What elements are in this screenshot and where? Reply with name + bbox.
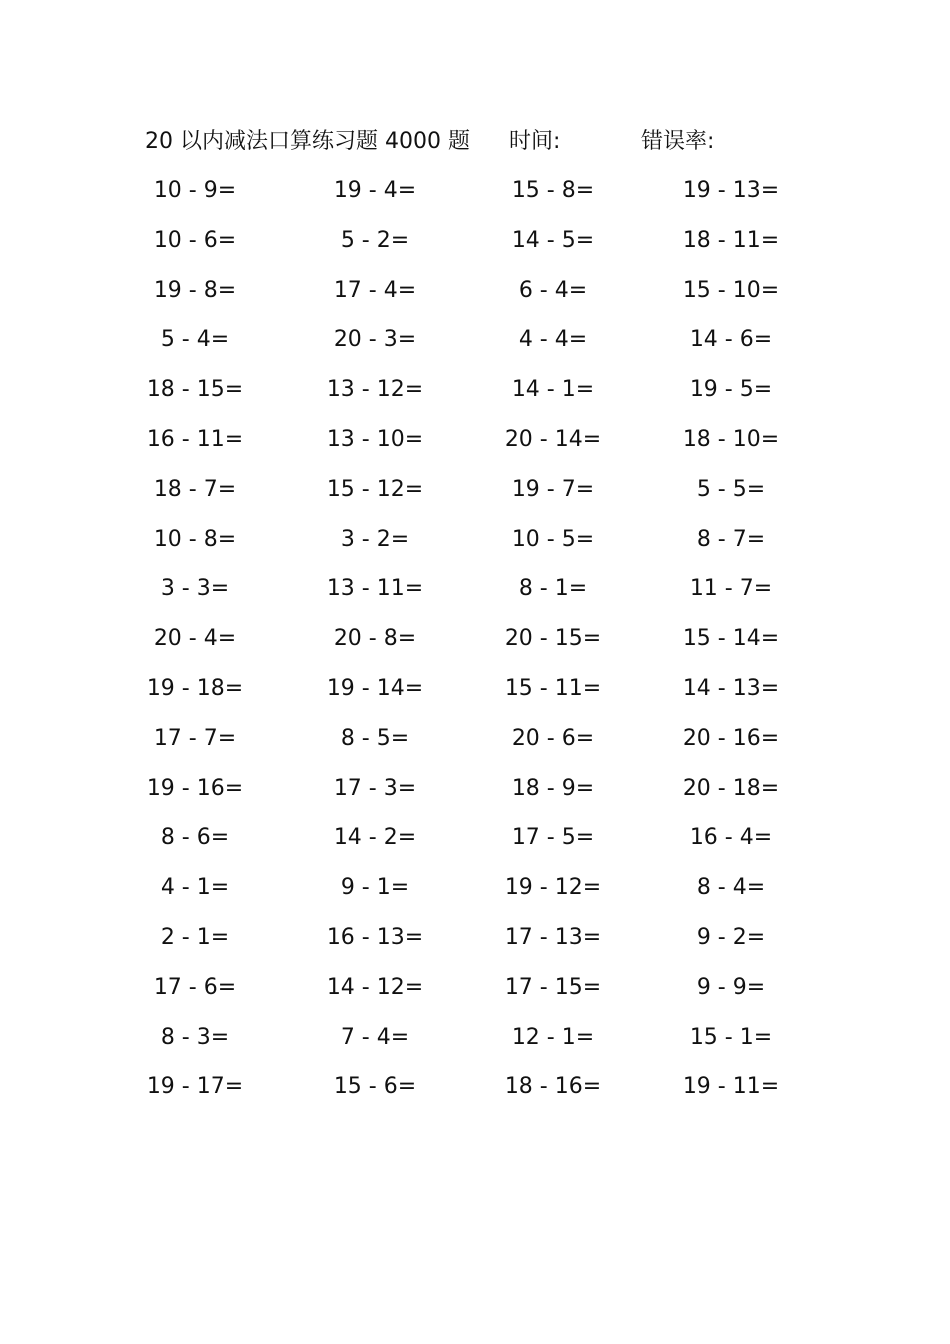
- math-problem: 8 - 6=: [160, 825, 230, 851]
- math-problem: 14 - 6=: [689, 327, 773, 353]
- math-problem: 20 - 15=: [504, 626, 602, 652]
- math-problem: 17 - 3=: [333, 775, 417, 801]
- math-problem: 18 - 10=: [682, 426, 780, 452]
- problem-row: [140, 322, 820, 372]
- math-problem: 9 - 2=: [696, 924, 766, 950]
- math-problem: 13 - 11=: [326, 576, 424, 602]
- problem-row: [140, 920, 820, 970]
- problem-row: [140, 472, 820, 522]
- math-problem: 10 - 5=: [511, 526, 595, 552]
- math-problem: 15 - 14=: [682, 626, 780, 652]
- math-problem: 15 - 8=: [511, 178, 595, 203]
- math-problem: 17 - 15=: [504, 974, 602, 1000]
- problem-row: [140, 621, 820, 671]
- math-problem: 11 - 7=: [689, 576, 773, 602]
- math-problem: 19 - 17=: [146, 1074, 244, 1100]
- problem-row: [140, 721, 820, 771]
- math-problem: 15 - 11=: [504, 675, 602, 701]
- math-problem: 14 - 12=: [326, 974, 424, 1000]
- problem-row: [140, 820, 820, 870]
- math-problem: 19 - 14=: [326, 675, 424, 701]
- math-problem: 10 - 8=: [153, 526, 237, 552]
- math-problem: 17 - 4=: [333, 277, 417, 303]
- math-problem: 17 - 5=: [511, 825, 595, 851]
- math-problem: 20 - 16=: [682, 725, 780, 751]
- math-problem: 17 - 13=: [504, 924, 602, 950]
- problem-row: [140, 771, 820, 821]
- math-problem: 9 - 9=: [696, 974, 766, 1000]
- math-problem: 13 - 12=: [326, 377, 424, 403]
- math-problem: 19 - 13=: [682, 178, 780, 203]
- math-problem: 19 - 8=: [153, 277, 237, 303]
- math-problem: 5 - 5=: [696, 476, 766, 502]
- worksheet-title: 20 以内减法口算练习题 4000 题: [145, 129, 470, 154]
- math-problem: 14 - 1=: [511, 377, 595, 403]
- math-problem: 8 - 7=: [696, 526, 766, 552]
- math-problem: 14 - 5=: [511, 227, 595, 253]
- problem-row: [140, 1069, 820, 1119]
- math-problem: 15 - 12=: [326, 476, 424, 502]
- math-problem: 20 - 6=: [511, 725, 595, 751]
- math-problem: 18 - 11=: [682, 227, 780, 253]
- math-problem: 12 - 1=: [511, 1024, 595, 1050]
- math-problem: 18 - 7=: [153, 476, 237, 502]
- math-problem: 18 - 16=: [504, 1074, 602, 1100]
- time-label: 时间:: [509, 129, 561, 154]
- math-problem: 10 - 9=: [153, 178, 237, 203]
- math-problem: 16 - 4=: [689, 825, 773, 851]
- math-problem: 8 - 5=: [340, 725, 410, 751]
- math-problem: 20 - 14=: [504, 426, 602, 452]
- math-problem: 20 - 3=: [333, 327, 417, 353]
- math-problem: 13 - 10=: [326, 426, 424, 452]
- math-problem: 10 - 6=: [153, 227, 237, 253]
- math-problem: 4 - 1=: [160, 875, 230, 901]
- problem-row: [140, 273, 820, 323]
- math-problem: 8 - 3=: [160, 1024, 230, 1050]
- math-problem: 19 - 7=: [511, 476, 595, 502]
- problem-row: [140, 571, 820, 621]
- math-problem: 7 - 4=: [340, 1024, 410, 1050]
- math-problem: 19 - 16=: [146, 775, 244, 801]
- math-problem: 19 - 18=: [146, 675, 244, 701]
- math-problem: 17 - 7=: [153, 725, 237, 751]
- math-problem: 8 - 4=: [696, 875, 766, 901]
- math-problem: 17 - 6=: [153, 974, 237, 1000]
- math-problem: 5 - 2=: [340, 227, 410, 253]
- math-problem: 2 - 1=: [160, 924, 230, 950]
- math-problem: 6 - 4=: [518, 277, 588, 303]
- math-problem: 15 - 1=: [689, 1024, 773, 1050]
- math-problem: 16 - 11=: [146, 426, 244, 452]
- problem-row: [140, 671, 820, 721]
- math-problem: 3 - 2=: [340, 526, 410, 552]
- math-problem: 4 - 4=: [518, 327, 588, 353]
- math-problem: 19 - 12=: [504, 875, 602, 901]
- math-problem: 18 - 15=: [146, 377, 244, 403]
- math-problem: 16 - 13=: [326, 924, 424, 950]
- math-problem: 15 - 6=: [333, 1074, 417, 1100]
- problem-row: [140, 970, 820, 1020]
- math-problem: 14 - 2=: [333, 825, 417, 851]
- math-problem: 9 - 1=: [340, 875, 410, 901]
- problem-row: [140, 372, 820, 422]
- problem-row: [140, 870, 820, 920]
- math-problem: 8 - 1=: [518, 576, 588, 602]
- math-problem: 15 - 10=: [682, 277, 780, 303]
- problem-row: [140, 422, 820, 472]
- math-problem: 19 - 4=: [333, 178, 417, 203]
- problem-row: [140, 223, 820, 273]
- math-problem: 3 - 3=: [160, 576, 230, 602]
- math-problem: 20 - 4=: [153, 626, 237, 652]
- math-problem: 19 - 11=: [682, 1074, 780, 1100]
- problem-row: [140, 522, 820, 572]
- problem-row: [140, 173, 820, 223]
- math-problem: 18 - 9=: [511, 775, 595, 801]
- math-problem: 19 - 5=: [689, 377, 773, 403]
- math-problem: 5 - 4=: [160, 327, 230, 353]
- problem-row: [140, 1020, 820, 1070]
- math-problem: 20 - 18=: [682, 775, 780, 801]
- math-problem: 20 - 8=: [333, 626, 417, 652]
- problem-grid: [140, 173, 820, 1119]
- math-problem: 14 - 13=: [682, 675, 780, 701]
- error-rate-label: 错误率:: [641, 129, 715, 154]
